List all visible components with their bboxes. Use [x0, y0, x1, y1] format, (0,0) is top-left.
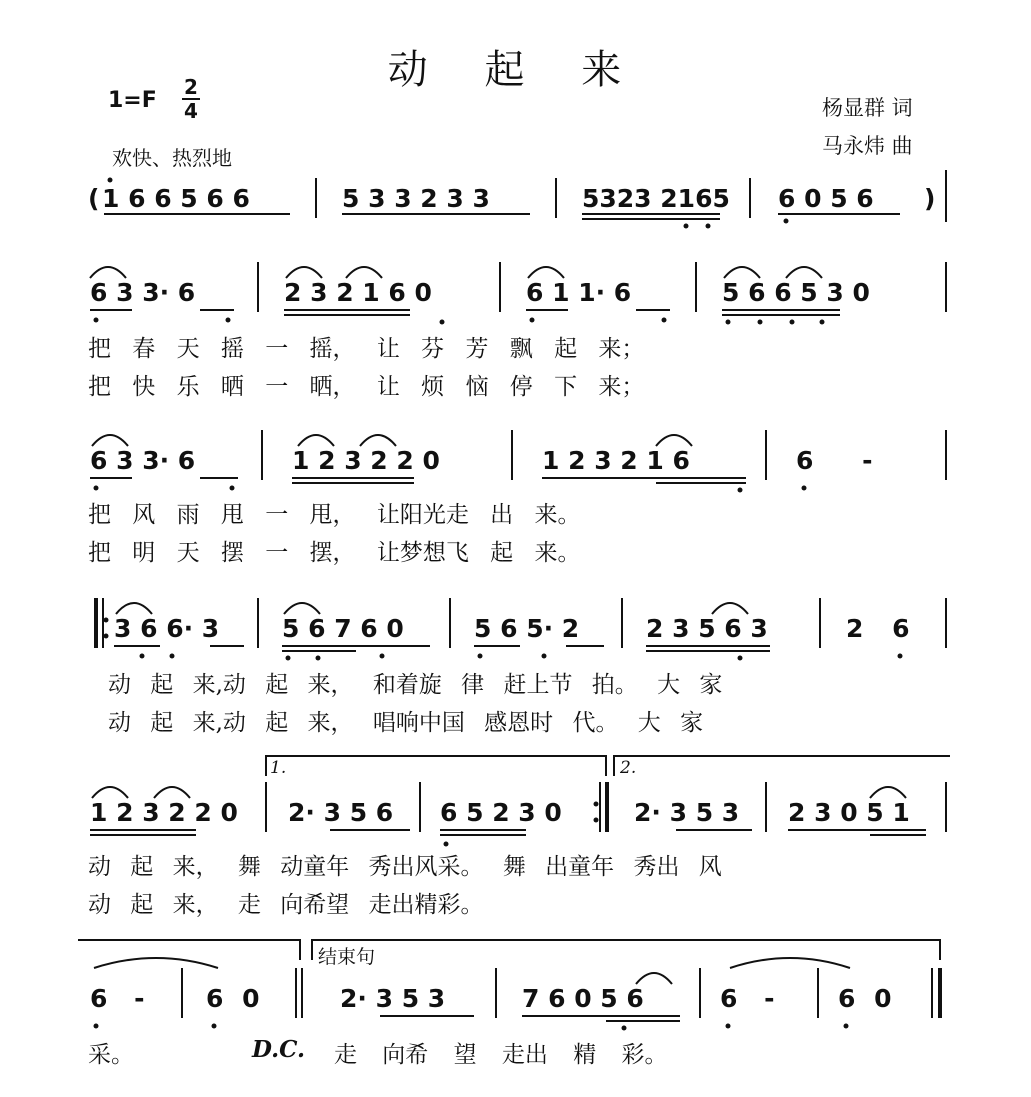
- measure: 2· 3 5 3: [634, 798, 740, 827]
- lyric-line: 把 春 天 摇 一 摇， 让 芬 芳 飘 起 来；: [88, 336, 645, 362]
- measure: 5323 2165: [582, 184, 730, 213]
- measure: 5 6 6 5 3 0: [722, 278, 870, 307]
- measure: 1 2 3 2 2 0: [292, 446, 440, 475]
- lyric-line: 把 风 雨 甩 一 甩， 让阳光走 出 来。: [88, 502, 581, 528]
- measure: 1 2 3 2 2 0: [90, 798, 238, 827]
- lyricist-credit: 杨显群 词: [822, 96, 913, 120]
- key-signature: 1=F: [108, 88, 157, 113]
- measure: 6 -: [90, 984, 145, 1013]
- measure: 2 3 2 1 6 0: [284, 278, 432, 307]
- intro-open-paren: (: [88, 184, 100, 213]
- volta-2-bracket: [614, 756, 950, 776]
- tempo-marking: 欢快、热烈地: [112, 146, 232, 170]
- measure: 2 3 0 5 1: [788, 798, 910, 827]
- lyric-line: 走 向希 望 走出 精 彩。: [334, 1042, 668, 1068]
- measure: 6 0 5 6: [778, 184, 874, 213]
- intro-close-paren: ): [924, 184, 936, 213]
- measure: 7 6 0 5 6: [522, 984, 644, 1013]
- coda-bracket-left: [78, 940, 300, 960]
- measure: 6 0: [206, 984, 260, 1013]
- measure: 5 6 5· 2: [474, 614, 580, 643]
- composer-credit: 马永炜 曲: [822, 134, 913, 158]
- lyric-line: 把 快 乐 晒 一 晒， 让 烦 恼 停 下 来；: [88, 374, 645, 400]
- measure: 2· 3 5 6: [288, 798, 394, 827]
- volta-2-label: 2.: [620, 758, 637, 778]
- measure: 5 6 7 6 0: [282, 614, 404, 643]
- measure: 2· 3 5 3: [340, 984, 446, 1013]
- measure: 3 6 6· 3: [114, 614, 220, 643]
- lyric-line: 把 明 天 摆 一 摆， 让梦想飞 起 来。: [88, 540, 581, 566]
- measure: 6 3 3· 6: [90, 446, 196, 475]
- measure: 6 -: [796, 446, 873, 475]
- dc-marking: D.C.: [252, 1036, 306, 1063]
- song-title: 动 起 来: [387, 47, 644, 93]
- lyric-line: 采。: [88, 1042, 134, 1068]
- lyric-line: 动 起 来,动 起 来， 和着旋 律 赶上节 拍。 大 家: [108, 672, 723, 698]
- lyric-line: 动 起 来， 走 向希望 走出精彩。: [88, 892, 484, 918]
- lyric-line: 动 起 来,动 起 来， 唱响中国 感恩时 代。 大 家: [108, 710, 704, 736]
- measure: 6 1 1· 6: [526, 278, 632, 307]
- lyric-line: 动 起 来， 舞 动童年 秀出风采。 舞 出童年 秀出 风: [88, 854, 722, 880]
- ending-label: 结束句: [318, 946, 376, 968]
- volta-1-bracket: [266, 756, 606, 776]
- volta-1-label: 1.: [270, 758, 287, 778]
- measure: 2 3 5 6 3: [646, 614, 768, 643]
- measure: 6 5 2 3 0: [440, 798, 562, 827]
- measure: 1 2 3 2 1 6: [542, 446, 690, 475]
- measure: 2 6: [846, 614, 910, 643]
- measure: 5 3 3 2 3 3: [342, 184, 490, 213]
- measure: 6 3 3· 6: [90, 278, 196, 307]
- ending-bracket: [312, 940, 940, 960]
- measure: 6 0: [838, 984, 892, 1013]
- time-signature-numerator: 2: [184, 75, 198, 99]
- measure: 6 -: [720, 984, 775, 1013]
- time-signature-denominator: 4: [184, 99, 198, 123]
- measure: 1 6 6 5 6 6: [102, 184, 250, 213]
